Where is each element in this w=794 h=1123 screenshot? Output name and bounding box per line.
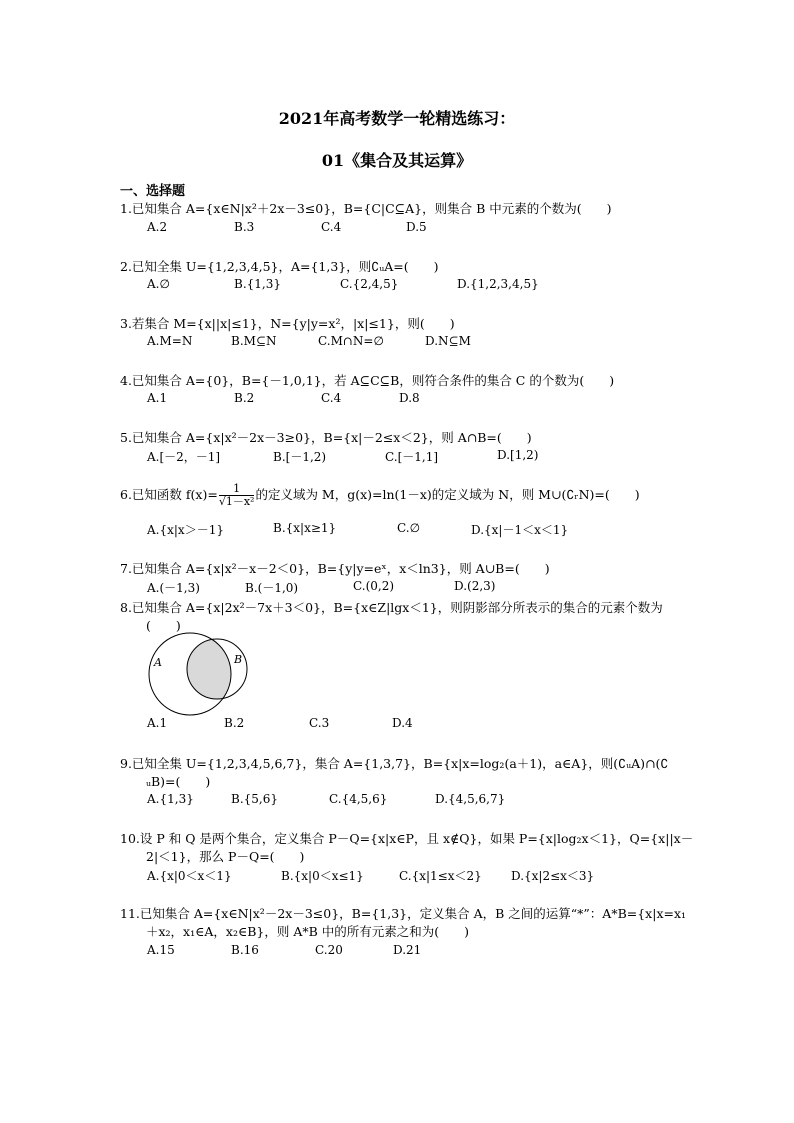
option-a: A.{1,3} xyxy=(147,792,194,806)
question-4 xyxy=(120,372,614,390)
question-10 xyxy=(120,830,693,866)
fraction xyxy=(219,483,255,508)
option-a: A.M=N xyxy=(147,334,193,348)
option-a: A.2 xyxy=(147,220,168,234)
question-stem: 2.已知全集 U={1,2,3,4,5}，A={1,3}，则∁ᵤA=( ) xyxy=(120,259,439,274)
option-a: A.{x|x＞－1} xyxy=(147,523,224,537)
question-stem: 7.已知集合 A={x|x²－x－2＜0}，B={y|y=eˣ，x＜ln3}，则 A∪B=( ) xyxy=(120,561,550,576)
question-stem: 11.已知集合 A={x∈N|x²－2x－3≤0}，B={1,3}，定义集合 A，B 之间的运算“*”：A*B={x|x=x₁ xyxy=(120,906,687,921)
question-8 xyxy=(120,599,663,635)
option-b: B.[－1,2) xyxy=(273,450,327,464)
set-b-label: B xyxy=(234,653,243,666)
fraction-numerator: 1 xyxy=(219,483,255,496)
question-9 xyxy=(120,755,668,791)
option-b: B.{x|0＜x≤1} xyxy=(281,869,364,883)
option-b: B.3 xyxy=(234,220,255,234)
question-stem-end: 的定义域为 M，g(x)=ln(1－x)的定义域为 N，则 M∪(∁ᵣN)=( ) xyxy=(255,487,640,502)
option-a: A.15 xyxy=(147,943,175,957)
option-c: C.3 xyxy=(309,716,330,730)
option-b: B.{x|x≥1} xyxy=(273,521,337,535)
question-1 xyxy=(120,200,612,218)
question-5 xyxy=(120,429,532,447)
option-d: D.5 xyxy=(406,220,427,234)
set-a-label: A xyxy=(154,656,162,669)
option-d: D.N⊆M xyxy=(425,334,471,348)
question-stem: 4.已知集合 A={0}，B={－1,0,1}，若 A⊆C⊆B，则符合条件的集合 C 的个数为( ) xyxy=(120,373,615,388)
option-b: B.{1,3} xyxy=(234,277,281,291)
option-b: B.(－1,0) xyxy=(245,581,299,595)
option-d: D.8 xyxy=(399,391,420,405)
option-c: C.4 xyxy=(321,391,342,405)
page-title: 2021年高考数学一轮精选练习： xyxy=(278,109,516,128)
question-stem-start: 6.已知函数 f(x)= xyxy=(120,487,218,502)
question-stem-continued: ᵤB)=( ) xyxy=(146,774,211,789)
question-stem: 5.已知集合 A={x|x²－2x－3≥0}，B={x|－2≤x＜2}，则 A∩B=( ) xyxy=(120,430,532,445)
option-c: C.M∩N=∅ xyxy=(318,334,384,348)
option-a: A.[－2，－1] xyxy=(147,450,221,464)
option-c: C.[－1,1] xyxy=(385,450,439,464)
question-stem-continued: ＋x₂，x₁∈A，x₂∈B}，则 A*B 中的所有元素之和为( ) xyxy=(146,924,470,939)
question-stem: 1.已知集合 A={x∈N|x²＋2x－3≤0}，B={C|C⊆A}，则集合 B 中元素的个数为( ) xyxy=(120,201,612,216)
option-a: A.1 xyxy=(147,716,168,730)
option-d: D.{4,5,6,7} xyxy=(435,792,506,806)
question-3 xyxy=(120,315,455,333)
question-2 xyxy=(120,258,438,276)
question-stem-continued: 2|＜1}，那么 P－Q=( ) xyxy=(146,849,305,864)
option-d: D.{1,2,3,4,5} xyxy=(457,277,539,291)
option-c: C.(0,2) xyxy=(353,579,395,593)
option-d: D.(2,3) xyxy=(454,579,496,593)
option-d: D.21 xyxy=(393,943,422,957)
page-subtitle: 01《集合及其运算》 xyxy=(321,151,473,170)
option-a: A.{x|0＜x＜1} xyxy=(147,869,232,883)
option-b: B.M⊆N xyxy=(231,334,277,348)
option-b: B.{5,6} xyxy=(231,792,278,806)
option-c: C.∅ xyxy=(397,521,421,535)
option-c: C.4 xyxy=(321,220,342,234)
option-c: C.20 xyxy=(315,943,343,957)
option-b: B.2 xyxy=(224,716,245,730)
option-a: A.∅ xyxy=(147,277,170,291)
option-d: D.{x|2≤x＜3} xyxy=(511,869,595,883)
option-a: A.1 xyxy=(147,391,168,405)
question-stem: 9.已知全集 U={1,2,3,4,5,6,7}，集合 A={1,3,7}，B={x|x=log₂(a＋1)，a∈A}，则(∁ᵤA)∩(∁ xyxy=(120,756,669,771)
question-stem: 10.设 P 和 Q 是两个集合，定义集合 P－Q={x|x∈P，且 x∉Q}，如果 P={x|log₂x＜1}，Q={x||x－ xyxy=(120,831,694,846)
option-d: D.4 xyxy=(392,716,413,730)
option-c: C.{4,5,6} xyxy=(329,792,388,806)
option-a: A.(－1,3) xyxy=(147,581,200,595)
question-6 xyxy=(120,483,640,508)
question-11 xyxy=(120,905,686,941)
option-d: D.[1,2) xyxy=(497,448,539,462)
option-b: B.16 xyxy=(231,943,259,957)
question-7 xyxy=(120,560,550,578)
venn-diagram xyxy=(140,632,260,716)
question-stem: 8.已知集合 A={x|2x²－7x＋3＜0}，B={x∈Z|lgx＜1}，则阴影部分所表示的集合的元素个数为 xyxy=(120,600,663,615)
option-d: D.{x|－1＜x＜1} xyxy=(471,523,569,537)
section-heading: 一、选择题 xyxy=(120,184,186,199)
option-b: B.2 xyxy=(234,391,255,405)
option-c: C.{2,4,5} xyxy=(340,277,399,291)
option-c: C.{x|1≤x＜2} xyxy=(399,869,482,883)
question-stem-continued: ( ) xyxy=(146,618,181,633)
fraction-denominator: √1－x² xyxy=(218,495,255,508)
question-stem: 3.若集合 M={x||x|≤1}，N={y|y=x²，|x|≤1}，则( ) xyxy=(120,316,455,331)
